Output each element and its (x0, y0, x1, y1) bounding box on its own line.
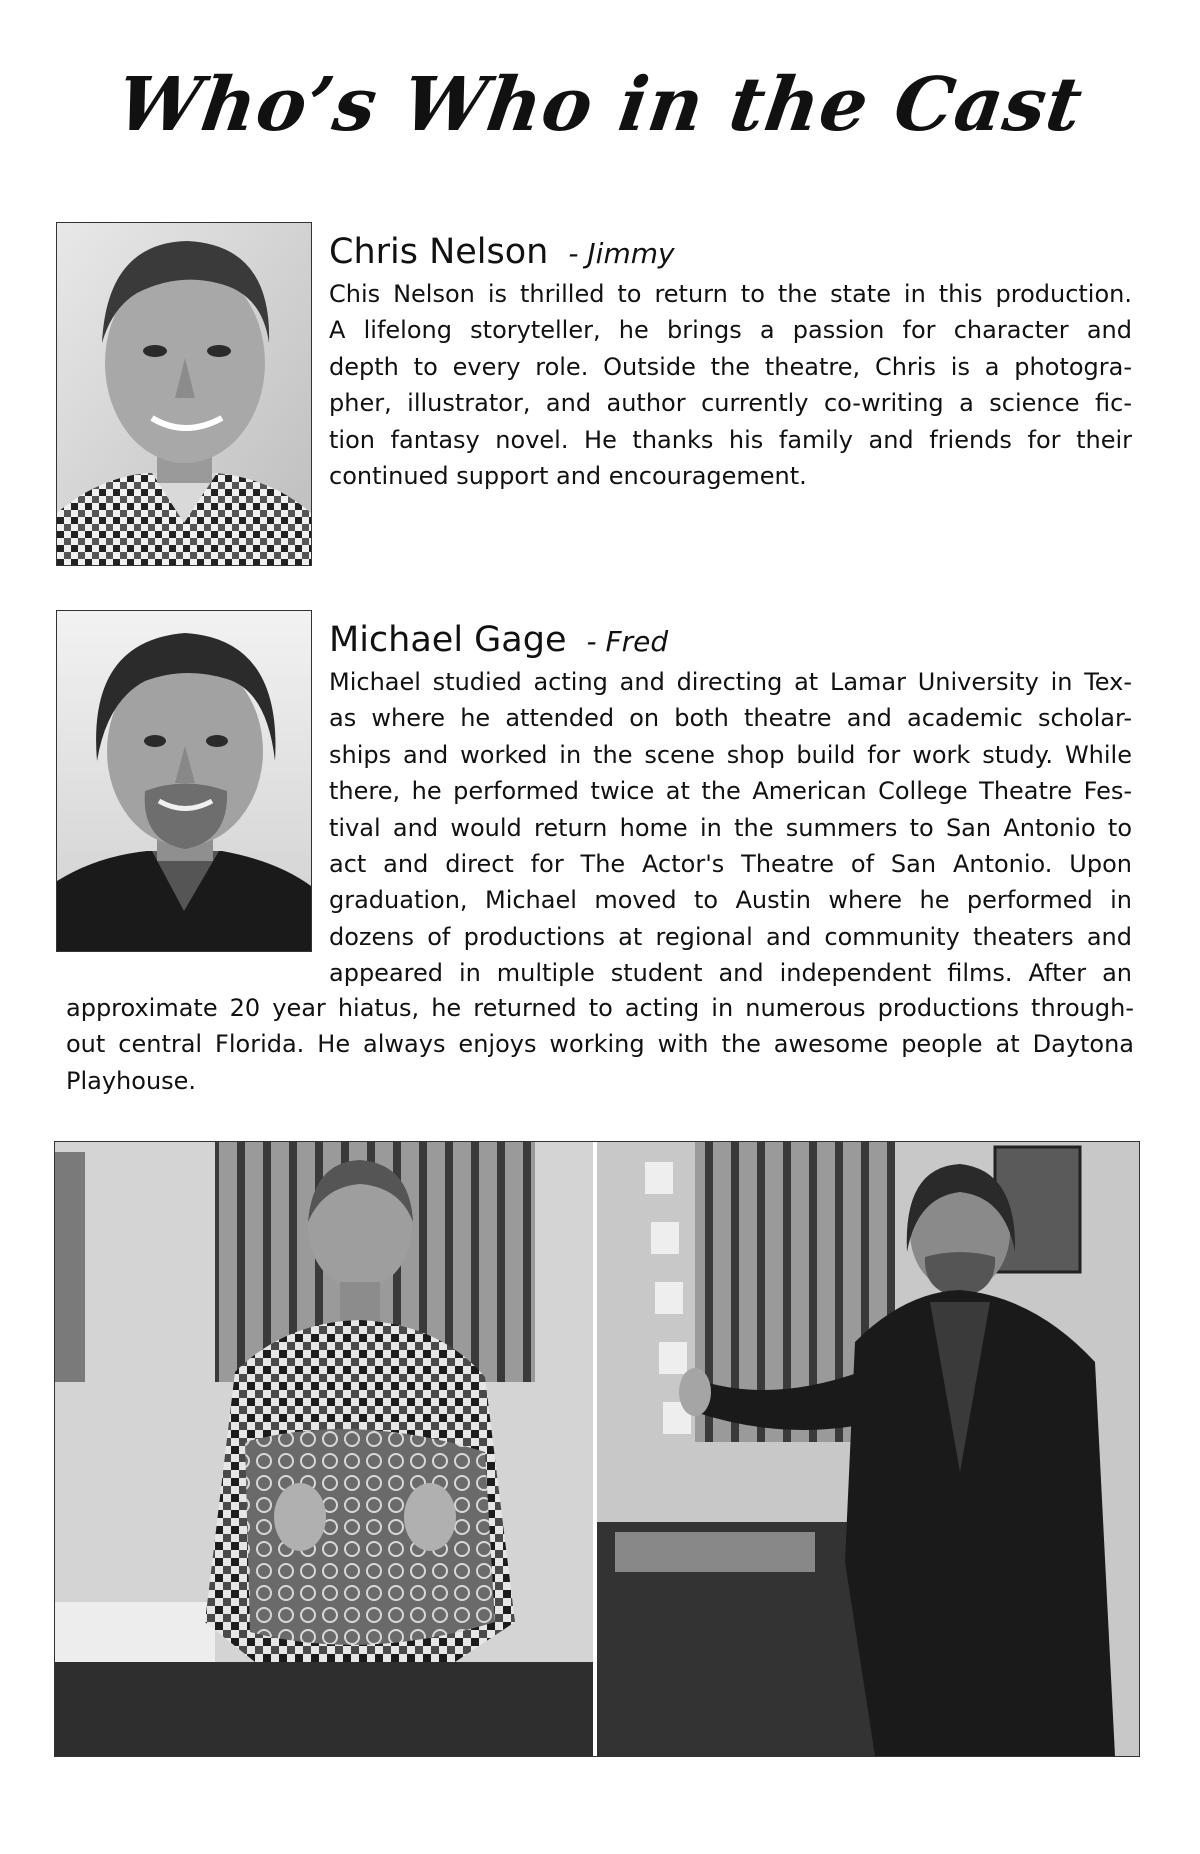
bio-line: as where he attended on both theatre and academic scholar- (329, 704, 1132, 733)
cast-name: Michael Gage (329, 620, 567, 660)
bio-line: tion fantasy novel. He thanks his family and friends for their (329, 425, 1132, 454)
bio-chris-nelson (329, 230, 1132, 494)
bio-line: there, he performed twice at the American College Theatre Fes- (329, 777, 1132, 806)
bio-line: pher, illustrator, and author currently co-writing a science fic- (329, 389, 1132, 418)
cast-bio (329, 664, 1132, 992)
bio-line: ships and worked in the scene shop build for work study. While (329, 740, 1132, 769)
bio-line: appeared in multiple student and independent films. After an (329, 959, 1132, 988)
bio-line: dozens of productions at regional and community theaters and (329, 922, 1132, 951)
bio-line: Michael studied acting and directing at Lamar University in Tex- (329, 668, 1132, 696)
cast-bio (329, 276, 1132, 494)
bio-line: out central Florida. He always enjoys working with the awesome people at Daytona (66, 1030, 1134, 1059)
cast-name: Chris Nelson (329, 232, 549, 272)
bio-line: approximate 20 year hiatus, he returned to acting in numerous productions through- (66, 994, 1134, 1022)
bio-line: act and direct for The Actor's Theatre of San Antonio. Upon (329, 850, 1132, 879)
cast-role: - Jimmy (559, 237, 675, 270)
cast-role-name: Fred (605, 625, 669, 658)
cast-name-line (329, 618, 1132, 664)
cast-role-name: Jimmy (587, 237, 675, 270)
bio-line: graduation, Michael moved to Austin where he performed in (329, 886, 1132, 915)
cast-bio-continued (66, 990, 1134, 1099)
bio-line: continued support and encouragement. (329, 462, 807, 491)
headshot-michael-gage (56, 610, 312, 952)
bio-line: A lifelong storyteller, he brings a passion for character and (329, 316, 1132, 345)
stage-photo-icon (55, 1142, 1139, 1756)
bio-line: Playhouse. (66, 1066, 197, 1095)
cast-name-line (329, 230, 1132, 276)
headshot-chris-nelson (56, 222, 312, 566)
bio-line: tival and would return home in the summers to San Antonio to (329, 813, 1132, 842)
production-photo (54, 1141, 1140, 1757)
bio-line: Chis Nelson is thrilled to return to the state in this production. (329, 280, 1132, 308)
portrait-photo-icon (57, 223, 311, 565)
bio-line: depth to every role. Outside the theatre, Chris is a photogra- (329, 352, 1132, 381)
bio-michael-gage (329, 618, 1132, 992)
cast-role: - Fred (577, 625, 669, 658)
page-title: Who’s Who in the Cast (112, 62, 1088, 148)
portrait-photo-icon (57, 611, 311, 951)
